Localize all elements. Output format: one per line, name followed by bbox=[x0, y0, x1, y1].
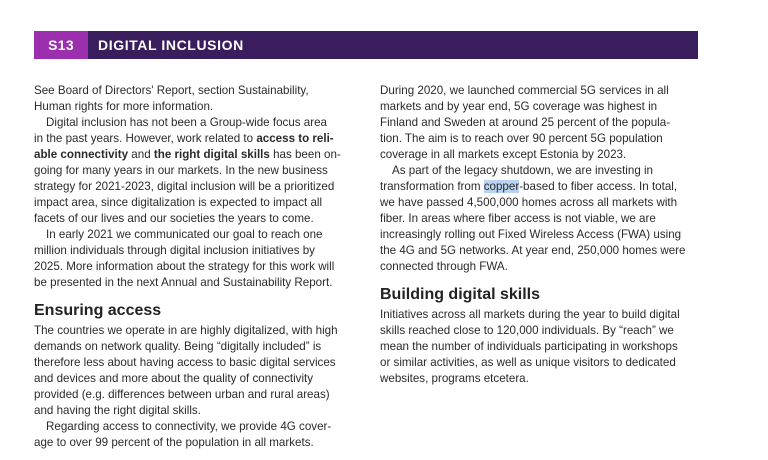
text-line: million individuals through digital inclusion initiatives by bbox=[34, 244, 315, 257]
text-line: Regarding access to connectivity, we provide 4G cover- bbox=[46, 420, 332, 433]
text-line: websites, programs etcetera. bbox=[380, 372, 529, 385]
section-title: DIGITAL INCLUSION bbox=[98, 37, 244, 53]
text-line: age to over 99 percent of the population in all markets. bbox=[34, 436, 314, 449]
heading-ensuring-access: Ensuring access bbox=[34, 302, 162, 319]
section-header bbox=[34, 31, 698, 59]
text-line: As part of the legacy shutdown, we are investing in bbox=[392, 164, 654, 177]
text-line: See Board of Directors' Report, section Sustainability, bbox=[34, 84, 309, 97]
text-line: Digital inclusion has not been a Group-wide focus area bbox=[46, 116, 327, 129]
text-line: in the past years. However, work related to access to reli- bbox=[34, 132, 334, 145]
text-line: able connectivity and the right digital skills has been on- bbox=[34, 148, 341, 161]
section-number: S13 bbox=[34, 31, 88, 59]
text-line: Finland and Sweden at around 25 percent of the popula- bbox=[380, 116, 671, 129]
text-line: connected through FWA. bbox=[380, 260, 508, 273]
paragraph-4g-coverage bbox=[34, 419, 356, 451]
text-line: coverage in all markets except Estonia by 2023. bbox=[380, 148, 627, 161]
text-line: increasingly rolling out Fixed Wireless Access (FWA) using bbox=[380, 228, 682, 241]
text-line: tion. The aim is to reach over 90 percent 5G population bbox=[380, 132, 663, 145]
text-line: or similar activities, as well as unique visitors to dedicated bbox=[380, 356, 676, 369]
paragraph-digitalized-countries bbox=[34, 323, 356, 419]
text-selection-highlight[interactable]: copper bbox=[483, 180, 520, 193]
text-line: The countries we operate in are highly digitalized, with high bbox=[34, 324, 338, 337]
text-line: facets of our lives and our societies the years to come. bbox=[34, 212, 314, 225]
text-line: In early 2021 we communicated our goal to reach one bbox=[46, 228, 323, 241]
left-column bbox=[34, 83, 356, 451]
text-line: 2025. More information about the strategy for this work will bbox=[34, 260, 335, 273]
text-line: provided (e.g. differences between urban and rural areas) bbox=[34, 388, 330, 401]
text-line: demands on network quality. Being “digitally included” is bbox=[34, 340, 322, 353]
text-line: going for many years in our markets. In the new business bbox=[34, 164, 328, 177]
paragraph-5g-launch bbox=[380, 83, 702, 163]
text-line: strategy for 2021-2023, digital inclusion will be a prioritized bbox=[34, 180, 335, 193]
text-line: impact area, since digitalization is expected to impact all bbox=[34, 196, 323, 209]
text-line: and having the right digital skills. bbox=[34, 404, 201, 417]
text-line: transformation from copper-based to fiber access. In total, bbox=[380, 180, 678, 193]
text-line: and devices and more about the quality of connectivity bbox=[34, 372, 314, 385]
paragraph-digital-skills bbox=[380, 307, 702, 387]
heading-building-digital-skills: Building digital skills bbox=[380, 286, 541, 303]
text-line: mean the number of individuals participating in workshops bbox=[380, 340, 678, 353]
right-column bbox=[380, 83, 702, 387]
paragraph-goal-2025 bbox=[34, 227, 356, 291]
text-line: Human rights for more information. bbox=[34, 100, 214, 113]
text-line: we have passed 4,500,000 homes across all markets with bbox=[380, 196, 678, 209]
text-line: be presented in the next Annual and Sustainability Report. bbox=[34, 276, 333, 289]
text-line: skills reached close to 120,000 individuals. By “reach” we bbox=[380, 324, 674, 337]
text-line: the 4G and 5G networks. At year end, 250,000 homes were bbox=[380, 244, 686, 257]
text-line: Initiatives across all markets during the year to build digital bbox=[380, 308, 680, 321]
paragraph-focus-area bbox=[34, 115, 356, 227]
text-line: markets and by year end, 5G coverage was highest in bbox=[380, 100, 658, 113]
text-line: therefore less about having access to basic digital services bbox=[34, 356, 336, 369]
paragraph-see-report bbox=[34, 83, 356, 115]
text-line: fiber. In areas where fiber access is not viable, we are bbox=[380, 212, 656, 225]
text-line: During 2020, we launched commercial 5G services in all bbox=[380, 84, 669, 97]
paragraph-legacy-shutdown bbox=[380, 163, 702, 275]
